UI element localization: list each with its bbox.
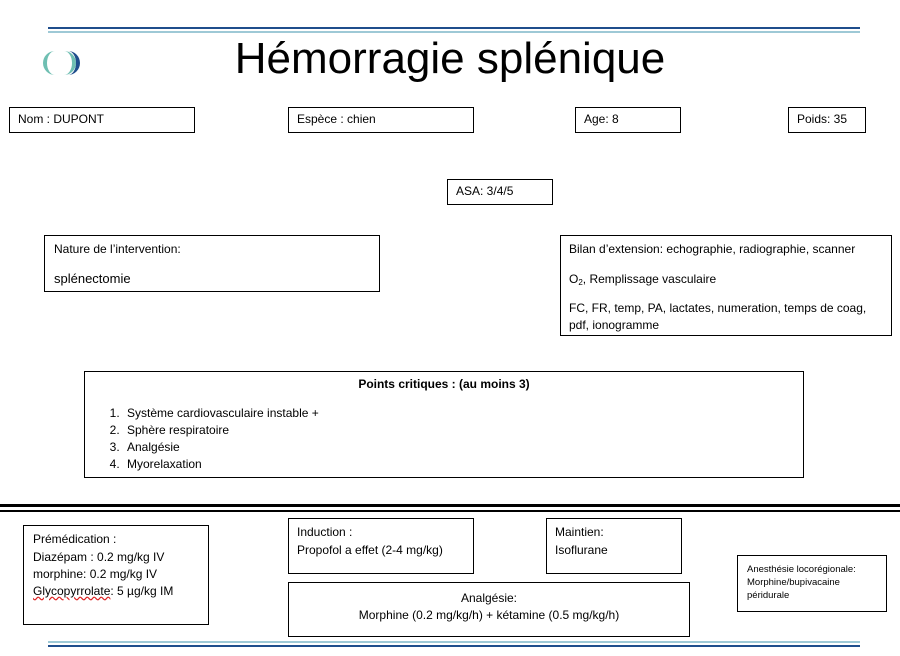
premedication-label: Prémédication :	[33, 532, 117, 546]
list-item: 4. Myorelaxation	[123, 456, 319, 473]
premedication-line: Diazépam : 0.2 mg/kg IV	[33, 550, 165, 564]
age-box: Age: 8	[575, 107, 681, 133]
separator-thin	[0, 510, 900, 512]
bottom-rule-light	[48, 641, 860, 643]
asa-box: ASA: 3/4/5	[447, 179, 553, 205]
analgesie-box	[288, 582, 690, 637]
list-item: 1. Système cardiovasculaire instable +	[123, 405, 319, 422]
bilan-box	[560, 235, 892, 336]
induction-value: Propofol a effet (2-4 mg/kg)	[297, 543, 443, 557]
bilan-line2: $O_2$, Remplissage vasculaire	[569, 272, 717, 287]
intervention-value: splénectomie	[54, 271, 131, 286]
list-item: 2. Sphère respiratoire	[123, 422, 319, 439]
intervention-label: Nature de l’intervention:	[54, 242, 181, 256]
maintien-box	[546, 518, 682, 574]
bottom-rule-dark	[48, 645, 860, 647]
separator-thick	[0, 504, 900, 507]
points-critiques-box	[84, 371, 804, 478]
induction-box	[288, 518, 474, 574]
locoregionale-box	[737, 555, 887, 612]
premedication-box	[23, 525, 209, 625]
patient-name-box: Nom : DUPONT	[9, 107, 195, 133]
top-rule-dark	[48, 27, 860, 29]
intervention-box	[44, 235, 380, 292]
premedication-line: Glycopyrrolate: 5 µg/kg IM	[33, 584, 174, 598]
glycopyrrolate-term: Glycopyrrolate	[33, 584, 111, 598]
bilan-line3: FC, FR, temp, PA, lactates, numeration, temps de coag, pdf, ionogramme	[569, 301, 867, 332]
page-title: Hémorragie splénique	[234, 34, 666, 83]
bilan-line1: Bilan d’extension: echographie, radiographie, scanner	[569, 242, 856, 256]
points-critiques-header: Points critiques : (au moins 3)	[358, 377, 530, 391]
locoregionale-line: Anesthésie locorégionale:	[747, 564, 856, 575]
locoregionale-line: péridurale	[747, 590, 790, 601]
induction-label: Induction :	[297, 525, 353, 539]
weight-box: Poids: 35	[788, 107, 866, 133]
maintien-value: Isoflurane	[555, 543, 608, 557]
analgesie-label: Analgésie:	[460, 591, 518, 605]
species-box: Espèce : chien	[288, 107, 474, 133]
locoregionale-line: Morphine/bupivacaine	[747, 577, 840, 588]
list-item: 3. Analgésie	[123, 439, 319, 456]
maintien-label: Maintien:	[555, 525, 604, 539]
analgesie-value: Morphine (0.2 mg/kg/h) + kétamine (0.5 mg/kg/h)	[358, 608, 620, 622]
premedication-line: morphine: 0.2 mg/kg IV	[33, 567, 158, 581]
points-critiques-list	[95, 405, 319, 473]
